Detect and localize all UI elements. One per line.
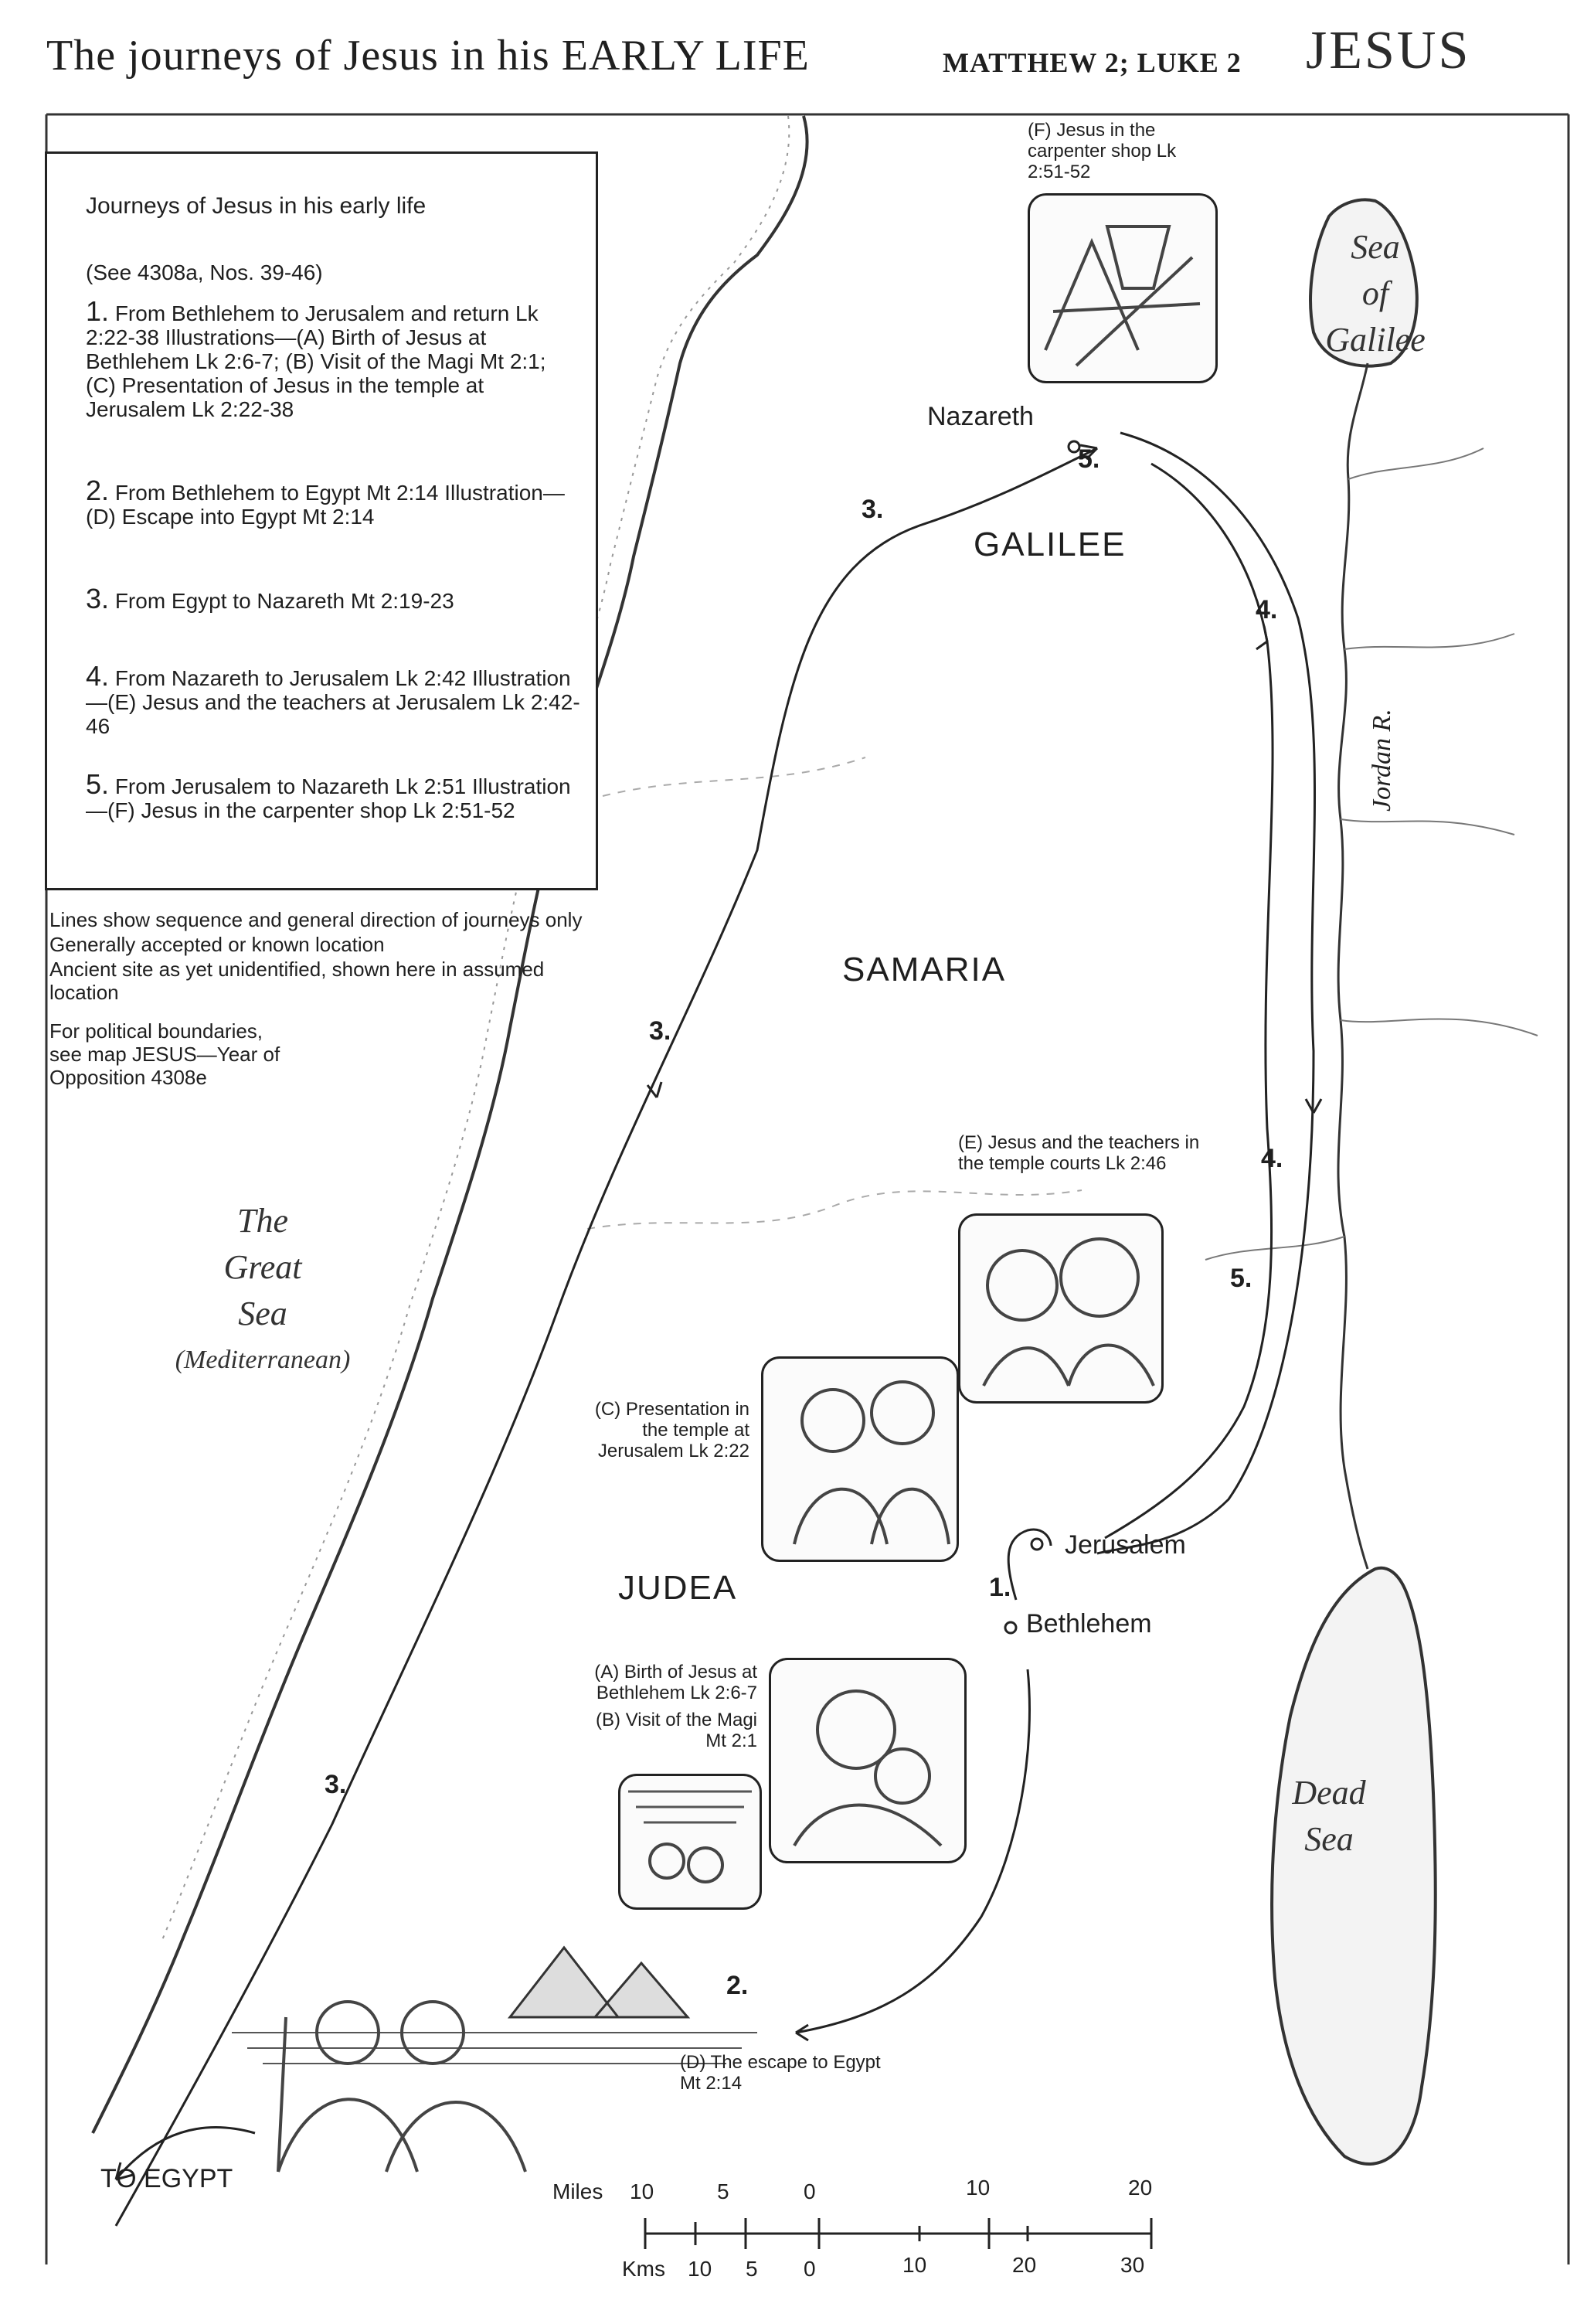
illustration-f-carpenter — [1028, 193, 1218, 383]
note-lines: Lines show sequence and general direction of journeys only — [49, 908, 583, 931]
legend-item-3: 3. From Egypt to Nazareth Mt 2:19-23 — [86, 583, 454, 614]
scale-miles-label: Miles — [552, 2179, 603, 2203]
route-label-4-north: 4. — [1256, 595, 1278, 624]
series-title: JESUS — [1306, 21, 1471, 80]
scale-km-tick: 20 — [1012, 2253, 1037, 2277]
region-judea: JUDEA — [618, 1569, 738, 1607]
tributary — [1205, 448, 1538, 1260]
jerusalem-dot — [1032, 1539, 1042, 1550]
scale-mile-tick: 10 — [630, 2179, 654, 2203]
scale-kms-label: Kms — [622, 2257, 665, 2281]
illustration-c-presentation — [761, 1356, 959, 1562]
caption-f: (F) Jesus in the carpenter shop Lk 2:51-52 — [1028, 120, 1177, 182]
scale-km-tick: 0 — [804, 2257, 816, 2281]
route-label-3-middle: 3. — [649, 1016, 671, 1046]
caption-e: (E) Jesus and the teachers in the temple courts Lk 2:46 — [958, 1132, 1200, 1174]
label-great-sea: The Great Sea (Mediterranean) — [175, 1202, 351, 1374]
illustration-b-magi — [618, 1774, 762, 1910]
presentation-sketch-icon — [763, 1359, 957, 1560]
scale-km-tick: 30 — [1120, 2253, 1145, 2277]
scripture-refs: MATTHEW 2; LUKE 2 — [943, 47, 1242, 78]
label-sea-of-galilee: Sea of Galilee — [1325, 228, 1426, 359]
legend-item-4: 4. From Nazareth to Jerusalem Lk 2:42 Illustration—(E) Jesus and the teachers at Jerusalem Lk 2:42-46 — [86, 660, 580, 738]
route-label-1: 1. — [989, 1573, 1011, 1602]
place-jordan-river: Jordan R. — [1368, 709, 1396, 812]
scale-mile-tick: 5 — [717, 2179, 729, 2203]
route-label-3-south: 3. — [325, 1770, 347, 1799]
scale-mile-tick: 10 — [966, 2176, 991, 2200]
scale-km-tick: 10 — [902, 2253, 927, 2277]
illustration-a-birth — [769, 1658, 967, 1863]
region-samaria: SAMARIA — [842, 951, 1007, 988]
place-bethlehem: Bethlehem — [1026, 1609, 1152, 1638]
teachers-sketch-icon — [960, 1216, 1161, 1401]
legend-item-5: 5. From Jerusalem to Nazareth Lk 2:51 Illustration—(F) Jesus in the carpenter shop Lk 2:51-52 — [86, 768, 571, 822]
note-known-location: Generally accepted or known location — [49, 933, 385, 956]
place-nazareth: Nazareth — [927, 402, 1034, 431]
carpenter-sketch-icon — [1030, 196, 1215, 381]
nativity-sketch-icon — [771, 1660, 964, 1861]
route-label-5-south: 5. — [1230, 1264, 1252, 1293]
route-label-5-nazareth: 5. — [1078, 444, 1100, 474]
legend-item-1: 1. From Bethlehem to Jerusalem and return Lk 2:22-38 Illustrations—(A) Birth of Jesus at Bethlehem Lk 2:6-7; (B) Visit of the Magi Mt 2:1; (C) Presentation of Jesus in the temple at Jerusalem Lk 2:22-38 — [86, 295, 546, 421]
caption-d: (D) The escape to Egypt Mt 2:14 — [680, 2052, 881, 2094]
caption-c: (C) Presentation in the temple at Jerusalem Lk 2:22 — [594, 1399, 749, 1461]
scale-km-tick: 10 — [688, 2257, 712, 2281]
legend-see-ref: (See 4308a, Nos. 39-46) — [86, 260, 323, 284]
scale-mile-tick: 0 — [804, 2179, 816, 2203]
legend-item-2: 2. From Bethlehem to Egypt Mt 2:14 Illustration—(D) Escape into Egypt Mt 2:14 — [86, 475, 565, 529]
key-notes — [49, 908, 583, 1091]
jordan-river — [1338, 363, 1368, 1569]
dead-sea-shape — [1272, 1568, 1436, 2164]
place-to-egypt: TO EGYPT — [100, 2164, 233, 2193]
route-1 — [1008, 1529, 1051, 1600]
legend-heading: Journeys of Jesus in his early life — [86, 193, 427, 219]
map-header — [46, 14, 1561, 91]
magi-sketch-icon — [620, 1776, 760, 1907]
note-unidentified-site: Ancient site as yet unidentified, shown here in assumed location — [49, 958, 545, 1004]
bethlehem-dot — [1005, 1622, 1016, 1633]
label-dead-sea: Dead Sea — [1292, 1774, 1366, 1858]
route-label-2: 2. — [726, 1971, 749, 2000]
route-label-4-south: 4. — [1261, 1144, 1283, 1173]
note-political: For political boundaries, see map JESUS—Year of Opposition 4308e — [49, 1019, 280, 1089]
map-title: The journeys of Jesus in his EARLY LIFE — [46, 32, 810, 80]
place-jerusalem: Jerusalem — [1065, 1530, 1186, 1560]
scale-km-tick: 5 — [746, 2257, 758, 2281]
scale-mile-tick: 20 — [1128, 2176, 1153, 2200]
escape-sketch-icon — [232, 1986, 541, 2187]
route-label-3-north: 3. — [862, 495, 884, 524]
legend-box — [45, 151, 598, 890]
illustration-d-escape — [232, 1986, 541, 2187]
caption-b: (B) Visit of the Magi Mt 2:1 — [596, 1710, 757, 1751]
region-galilee: GALILEE — [974, 526, 1127, 563]
illustration-e-teachers — [958, 1213, 1164, 1404]
caption-a: (A) Birth of Jesus at Bethlehem Lk 2:6-7 — [594, 1662, 757, 1703]
